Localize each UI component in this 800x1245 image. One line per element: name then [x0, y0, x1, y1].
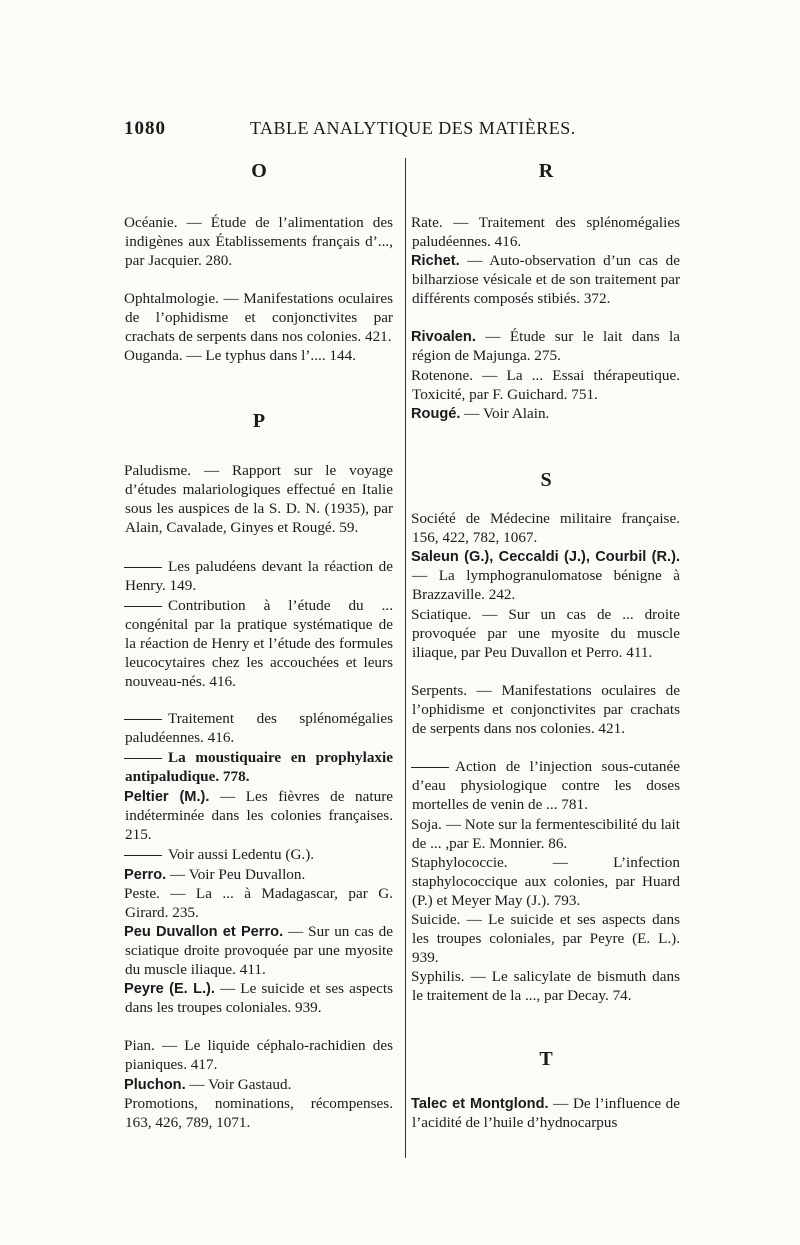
entry-head: Rotenone.: [411, 367, 474, 384]
entry-text: — Sur un cas de ... droite provoquée par une myosite du muscle iliaque, par Peu Duvallon et Perro. 411.: [412, 606, 680, 661]
entry-text: — Le salicylate de bismuth dans le traitement de la ..., par Decay. 74.: [412, 968, 680, 1004]
entry-head: Saleun (G.), Ceccaldi (J.), Courbil (R.).: [411, 549, 680, 565]
page-number: 1080: [124, 118, 166, 139]
entry-text: La moustiquaire en prophylaxie antipaludique. 778.: [125, 749, 393, 785]
entry-head: Pluchon.: [124, 1077, 186, 1093]
dash-rule: [124, 855, 162, 856]
index-entry: [125, 462, 393, 538]
index-entry-continuation: [125, 710, 393, 748]
index-entry: [412, 214, 680, 252]
entry-text: Action de l’injection sous-cutanée d’eau physiologique contre les doses mortelles de venin de ... 781.: [412, 758, 680, 813]
dash-rule: [124, 567, 162, 568]
entry-text: — La ... Essai thérapeutique. Toxicité, par F. Guichard. 751.: [412, 367, 680, 403]
entry-head: Pian.: [124, 1037, 155, 1054]
entry-head: Rate.: [411, 214, 443, 231]
index-entry-continuation: [125, 558, 393, 596]
index-entry: [125, 866, 393, 885]
entry-text: — L’infection staphylococcique aux colonies, par Huard (P.) et Meyer May (J.). 793.: [412, 854, 680, 909]
index-entry: [412, 1095, 680, 1133]
entry-text: — Le typhus dans l’.... 144.: [182, 347, 356, 364]
letter-heading-p: P: [252, 410, 266, 432]
entry-head: Suicide.: [411, 911, 461, 928]
entry-text: — Voir Gastaud.: [185, 1076, 292, 1093]
entry-text: — Auto-observation d’un cas de bilharziose vésicale et de son traitement par différents composés stibiés. 372.: [412, 252, 680, 307]
entry-head: Ophtalmologie.: [124, 290, 219, 307]
index-entry-continuation: [125, 846, 393, 865]
index-entry: [412, 328, 680, 366]
dash-rule: [411, 767, 449, 768]
entry-head: Syphilis.: [411, 968, 465, 985]
entry-text: — Sur un cas de sciatique droite provoquée par une myosite du muscle iliaque. 411.: [125, 923, 393, 978]
index-entry: [412, 816, 680, 854]
entry-text: — Rapport sur le voyage d’études malariologiques effectué en Italie sous les auspices de la S. D. N. (1935), par Alain, Cavalade, Ginyes et Rougé. 59.: [125, 462, 393, 536]
column-rule: [405, 158, 406, 1158]
entry-head: Promotions, nominations, récompenses.: [124, 1095, 393, 1112]
index-entry-continuation: [412, 758, 680, 815]
index-entry: [125, 290, 393, 347]
entry-text: — La lymphogranulomatose bénigne à Brazzaville. 242.: [412, 566, 680, 603]
index-entry: [125, 788, 393, 845]
entry-text: — Les fièvres de nature indéterminée dans les colonies françaises. 215.: [125, 788, 394, 843]
index-entry: [412, 548, 680, 605]
entry-text: — Étude sur le lait dans la région de Majunga. 275.: [412, 328, 680, 364]
entry-text: — De l’influence de l’acidité de l’huile d’hydnocarpus: [412, 1095, 680, 1131]
dash-rule: [124, 606, 162, 607]
letter-heading-s: S: [540, 469, 552, 491]
entry-text: — Étude de l’alimentation des indigènes aux Établissements français d’..., par Jacquier. 280.: [125, 214, 393, 269]
entry-text: — Voir Peu Duvallon.: [166, 866, 306, 883]
index-entry: [125, 347, 393, 366]
index-entry: [125, 214, 393, 271]
entry-text: — Note sur la fermentescibilité du lait de ... ,par E. Monnier. 86.: [412, 816, 680, 852]
entry-head: Staphylococcie.: [411, 854, 508, 871]
entry-text: 163, 426, 789, 1071.: [125, 1113, 251, 1131]
entry-text: Voir aussi Ledentu (G.).: [168, 846, 315, 863]
index-entry: [125, 1095, 393, 1133]
entry-head: Océanie.: [124, 214, 178, 231]
entry-text: — Traitement des splénomégalies paludéennes. 416.: [412, 214, 680, 250]
index-entry-continuation: [125, 749, 393, 787]
entry-head: Peu Duvallon et Perro.: [124, 924, 284, 940]
entry-head: Talec et Montglond.: [411, 1096, 549, 1112]
entry-text: — Le liquide céphalo-rachidien des pianiques. 417.: [125, 1037, 393, 1073]
entry-text: 156, 422, 782, 1067.: [412, 528, 538, 546]
entry-head: Ouganda.: [124, 347, 183, 364]
index-entry: [412, 911, 680, 968]
index-entry: [412, 405, 680, 424]
index-entry: [412, 367, 680, 405]
letter-heading-r: R: [538, 160, 554, 182]
entry-head: Soja.: [411, 816, 442, 833]
entry-text: — La ... à Madagascar, par G. Girard. 235.: [125, 885, 393, 921]
entry-text: Traitement des splénomégalies paludéennes. 416.: [125, 710, 393, 746]
entry-text: Contribution à l’étude du ... congénital par la pratique systématique de la réaction de Henry et l’étude des formules leucocytaires chez les accouchées et leurs nouveau-nés. 416.: [125, 597, 393, 690]
index-entry: [412, 606, 680, 663]
running-title: TABLE ANALYTIQUE DES MATIÈRES.: [250, 118, 576, 138]
entry-head: Richet.: [411, 253, 460, 269]
entry-head: Sciatique.: [411, 606, 472, 623]
entry-head: Peyre (E. L.).: [124, 981, 215, 997]
entry-text: — Manifestations oculaires de l’ophidisme et conjonctivites par crachats de serpents dans nos colonies. 421.: [125, 290, 393, 345]
index-entry: [125, 1037, 393, 1075]
entry-head: Paludisme.: [124, 462, 192, 479]
entry-head: Perro.: [124, 867, 167, 883]
entry-head: Serpents.: [411, 682, 468, 699]
index-entry: [412, 682, 680, 739]
letter-heading-o: O: [251, 160, 267, 182]
entry-text: — Le suicide et ses aspects dans les troupes coloniales, par Peyre (E. L.). 939.: [412, 911, 680, 966]
dash-rule: [124, 719, 162, 720]
entry-head: Société de Médecine militaire française.: [411, 510, 680, 527]
letter-heading-t: T: [539, 1048, 553, 1070]
index-entry: [412, 854, 680, 911]
index-entry: [125, 980, 393, 1018]
entry-text: — Le suicide et ses aspects dans les troupes coloniales. 939.: [125, 980, 394, 1016]
entry-text: — Manifestations oculaires de l’ophidisme et conjonctivites par crachats de serpents dans nos colonies. 421.: [412, 682, 680, 737]
entry-head: Peltier (M.).: [124, 789, 210, 805]
index-entry: [412, 510, 680, 548]
index-entry: [412, 968, 680, 1006]
index-entry: [412, 252, 680, 309]
entry-text: Les paludéens devant la réaction de Henry. 149.: [125, 558, 393, 594]
index-entry: [125, 885, 393, 923]
index-entry: [125, 1076, 393, 1095]
index-entry-continuation: [125, 597, 393, 692]
index-entry: [125, 923, 393, 980]
dash-rule: [124, 758, 162, 759]
entry-head: Peste.: [124, 885, 160, 902]
entry-text: — Voir Alain.: [460, 405, 550, 422]
entry-head: Rivoalen.: [411, 329, 476, 345]
entry-head: Rougé.: [411, 406, 461, 422]
